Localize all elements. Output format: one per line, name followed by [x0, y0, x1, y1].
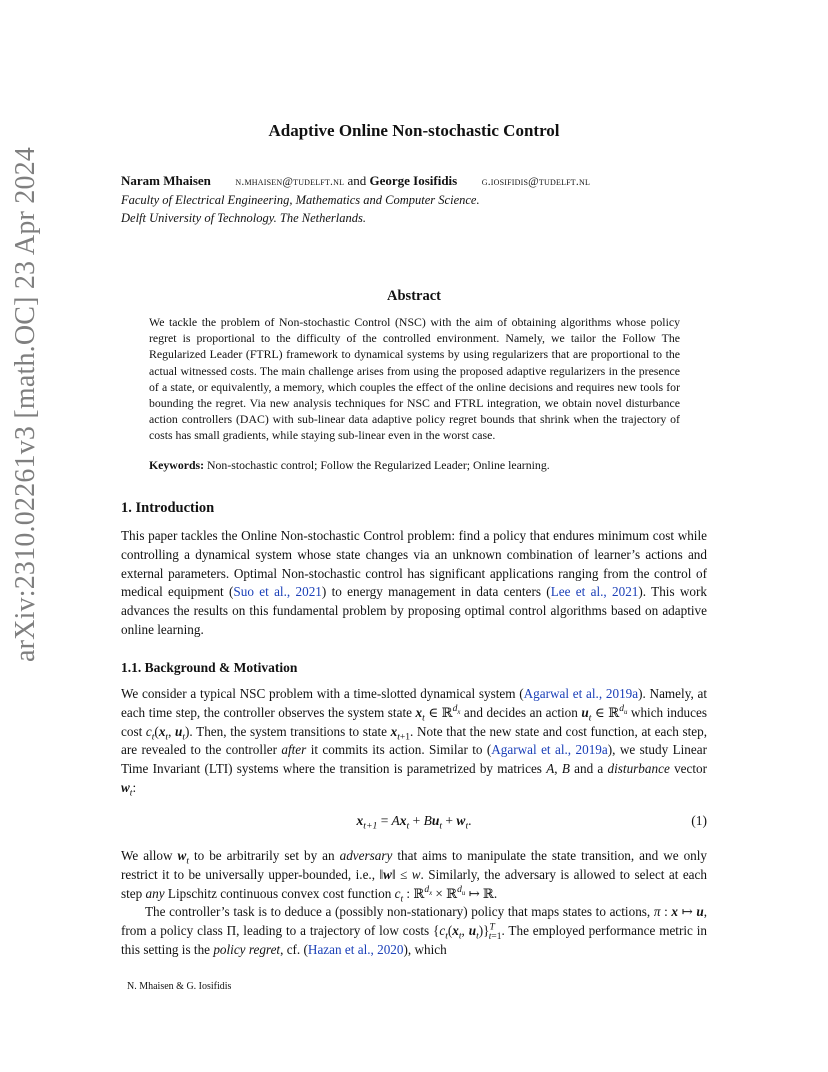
background-paragraph: We consider a typical NSC problem with a time-slotted dynamical system (Agarwal et al., 2019a). Namely, at each time step, the controller observes the system state $x_t$ ∈ ℝ$^{d_x}$ and decides an action $u_t$ ∈ ℝ$^{d_u}$ which induces cost $c_t(x_t$, $u_t$). Then, the system transitions to state $x_{t+1}$. Note that the new state and cost function, at each step, are revealed to the controller after it commits its action. Similar to (Agarwal et al., 2019a), we study Linear Time Invariant (LTI) systems where the transition is parametrized by matrices A, B and a disturbance vector $w_t$: [121, 686, 708, 799]
keywords-line [149, 458, 680, 473]
arxiv-stamp[interactable]: arXiv:2310.02261v3 [math.OC] 23 Apr 2024 [10, 146, 41, 662]
citation-link[interactable]: Hazan et al., 2020 [307, 941, 404, 957]
author-conjunction: and [347, 173, 367, 188]
author1-name: Naram Mhaisen [121, 173, 211, 188]
keywords-label: Keywords: [149, 458, 205, 472]
author-block [121, 173, 711, 227]
section-heading-introduction: 1. Introduction [121, 500, 215, 516]
citation-link[interactable]: Agarwal et al., 2019a [523, 686, 639, 701]
intro-paragraph: This paper tackles the Online Non-stochastic Control problem: find a policy that endures minimum cost while controlling a dynamical system whose state changes via an unknown combination of learner’s actions and external parameters. Optimal Non-stochastic control has significant applications ranging from the control of medical equipment (Suo et al., 2021) to energy management in data centers (Lee et al., 2021). This work advances the results on this fundamental problem by proposing optimal control algorithms based on adaptive online learning. [121, 528, 708, 637]
equation-number: (1) [691, 813, 707, 828]
affiliation-line-2: Delft University of Technology. The Netherlands. [121, 211, 367, 225]
page-footer: N. Mhaisen & G. Iosifidis [127, 981, 232, 992]
keywords-text: Non-stochastic control; Follow the Regularized Leader; Online learning. [207, 458, 550, 472]
paper-title: Adaptive Online Non-stochastic Control [268, 121, 560, 140]
abstract-text: We tackle the problem of Non-stochastic Control (NSC) with the aim of obtaining algorithms whose policy regret is proportional to the difficulty of the controlled environment. Namely, we tailor the Follow The Regularized Leader (FTRL) framework to dynamical systems by using regularizers that are proportional to the actual witnessed costs. The main challenge arises from using the proposed adaptive regularizers in the presence of a state, or equivalently, a memory, which couples the effect of the online decisions and requires new tools for bounding the regret. Via new analysis techniques for NSC and FTRL integration, we obtain novel disturbance action controllers (DAC) with sub-linear data adaptive policy regret bounds that shrink when the trajectory of costs has small gradients, while staying sub-linear even in the worst case. [149, 315, 680, 443]
author2-email[interactable]: g.iosifidis@tudelft.nl [481, 176, 591, 188]
adversary-paragraph: We allow $w_t$ to be arbitrarily set by an adversary that aims to manipulate the state transition, and we only restrict it to be universally upper-bounded, i.e., ‖w‖ ≤ w. Similarly, the adversary is allowed to select at each step any Lipschitz continuous convex cost function $c_t$ : ℝ$^{d_x}$ × ℝ$^{d_u}$ ↦ ℝ. The controller’s task is to deduce a (possibly non-stationary) policy that maps states to actions, π : x ↦ u, from a policy class Π, leading to a trajectory of low costs {$c_t(x_t$, $u_t)\}^T_{t=1}$. The employed performance metric in this setting is the policy regret, cf. (Hazan et al., 2020), which [121, 848, 708, 957]
citation-link[interactable]: Lee et al., 2021 [550, 584, 639, 600]
citation-link[interactable]: Suo et al., 2021 [233, 584, 322, 600]
author-line [121, 173, 711, 189]
subsection-heading-background: 1.1. Background & Motivation [121, 660, 298, 675]
author2-name: George Iosifidis [369, 173, 458, 188]
citation-link[interactable]: Agarwal et al., 2019a [491, 742, 608, 758]
author1-email[interactable]: n.mhaisen@tudelft.nl [235, 176, 345, 188]
equation-body: $x_{t+1} = Ax_t + Bu_t + w_t$. [356, 813, 472, 832]
abstract-heading: Abstract [387, 288, 441, 304]
affiliation-line-1: Faculty of Electrical Engineering, Mathematics and Computer Science. [121, 193, 480, 207]
